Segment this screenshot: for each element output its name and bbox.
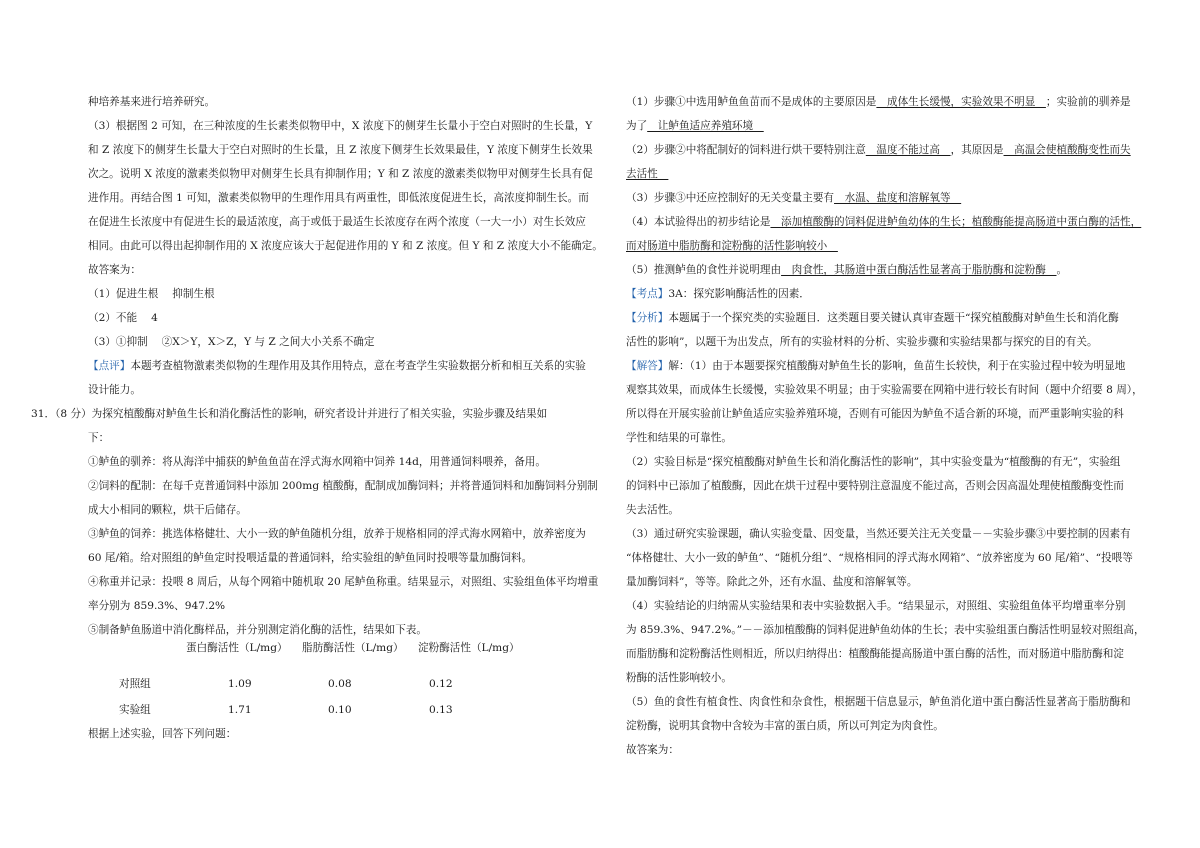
answer-line-5 [626, 263, 1067, 277]
step-2-cont: 成大小相同的颗粒，烘干后储存。 [88, 504, 247, 516]
table-header-amylase: 淀粉酶活性（L/mg） [418, 642, 520, 654]
table-cell: 0.12 [429, 678, 453, 690]
step-4-cont: 率分别为 859.3%、947.2% [88, 600, 226, 612]
answer-fill: 去活性 [626, 168, 669, 180]
comment-line-2: 设计能力。 [88, 384, 141, 396]
answer-line-2b [626, 167, 668, 181]
answer-line-2 [626, 143, 1131, 157]
table-cell: 0.13 [429, 704, 453, 716]
step-4: ④称重并记录：投喂 8 周后，从每个网箱中随机取 20 尾鲈鱼称重。结果显示，对照组、实验组鱼体平均增重 [88, 576, 599, 588]
answer-1: （1）促进生根 抑制生根 [88, 288, 215, 300]
jieda-line: 观察其效果，而成体生长缓慢，实验效果不明显；由于实验需要在网箱中进行较长有时间（题中介绍要 8 周）， [626, 384, 1143, 396]
analysis-line: 次之。说明 X 浓度的激素类似物甲对侧芽生长具有抑制作用；Y 和 Z 浓度的激素类似物甲对侧芽生长具有促 [88, 168, 593, 180]
solution-2: （2）实验目标是“探究植酸酶对鲈鱼生长和消化酶活性的影响”，其中实验变量为“植酸酶的有无”，实验组 [626, 456, 1121, 468]
step-1: ①鲈鱼的驯养：将从海洋中捕获的鲈鱼鱼苗在浮式海水网箱中饲养 14d，用普通饲料喂养，备用。 [88, 456, 546, 468]
solution-5: （5）鱼的食性有植食性、肉食性和杂食性，根据题干信息显示，鲈鱼消化道中蛋白酶活性显著高于脂肪酶和 [626, 696, 1131, 708]
solution-4: 而脂肪酶和淀粉酶活性则相近，所以归纳得出：植酸酶能提高肠道中蛋白酶的活性，而对肠道中脂肪酶和淀 [626, 648, 1124, 660]
analysis-line: 进作用。再结合图 1 可知，激素类似物甲的生理作用具有两重性，即低浓度促进生长，高浓度抑制生长。而 [88, 192, 589, 204]
answer-fill: 成体生长缓慢，实验效果不明显 [876, 96, 1046, 108]
jieda-line: 所以得在开展实验前让鲈鱼适应实验养殖环境，否则有可能因为鲈鱼不适合新的环境，而严重影响实验的科 [626, 408, 1124, 420]
table-cell: 1.09 [228, 678, 252, 690]
answer-text: 。 [1056, 264, 1068, 276]
answer-text: （3）步骤③中还应控制好的无关变量主要有 [626, 192, 835, 204]
answer-fill: 添加植酸酶的饲料促进鲈鱼幼体的生长；植酸酶能提高肠道中蛋白酶的活性， [770, 216, 1142, 228]
answer-text: ，其原因是 [950, 144, 1004, 156]
fenxi-text: 本题属于一个探究类的实验题目．这类题目要关键认真审查题干“探究植酸酶对鲈鱼生长和消化酶 [668, 312, 1119, 324]
table-cell: 0.08 [328, 678, 352, 690]
table-header-protease: 蛋白酶活性（L/mg） [186, 642, 288, 654]
step-5: ⑤制备鲈鱼肠道中消化酶样品，并分别测定消化酶的活性，结果如下表。 [88, 624, 427, 636]
kaodian-text: 3A：探究影响酶活性的因素． [668, 288, 810, 300]
answer-line-4 [626, 215, 1141, 229]
answer-line-3 [626, 191, 961, 205]
table-cell: 0.10 [328, 704, 352, 716]
table-row-label: 实验组 [119, 704, 151, 716]
answer-fill: 水温、盐度和溶解氧等 [834, 192, 962, 204]
solution-3: （3）通过研究实验课题，确认实验变量、因变量，当然还要关注无关变量－－实验步骤③中要控制的因素有 [626, 528, 1131, 540]
answer-fill: 而对肠道中脂肪酶和淀粉酶的活性影响较小 [626, 240, 838, 252]
answer-fill: 肉食性，其肠道中蛋白酶活性显著高于脂肪酶和淀粉酶 [781, 264, 1057, 276]
answer-line-4b [626, 239, 838, 253]
jieda-tag: 【解答】 [626, 360, 669, 372]
fenxi-tag: 【分析】 [626, 312, 669, 324]
analysis-line: 和 Z 浓度下的侧芽生长量大于空白对照时的生长量，且 Z 浓度下侧芽生长效果最佳，Y 浓度下侧芽生长效果 [88, 144, 593, 156]
comment-line [88, 359, 586, 373]
analysis-line: 在促进生长浓度中有促进生长的最适浓度，高于或低于最适生长浓度存在两个浓度（一大一小）对生长效应 [88, 216, 586, 228]
answer-text: （5）推测鲈鱼的食性并说明理由 [626, 264, 782, 276]
answer-line-1 [626, 95, 1131, 109]
table-cell: 1.71 [228, 704, 252, 716]
step-3: ③鲈鱼的饲养：挑选体格健壮、大小一致的鲈鱼随机分组，放养于规格相同的浮式海水网箱中，放养密度为 [88, 528, 586, 540]
step-3-cont: 60 尾/箱。给对照组的鲈鱼定时投喂适量的普通饲料，给实验组的鲈鱼同时投喂等量加酶饲料。 [88, 552, 533, 564]
step-2: ②饲料的配制：在每千克普通饲料中添加 200mg 植酸酶，配制成加酶饲料；并将普通饲料和加酶饲料分别制 [88, 480, 598, 492]
question-prompt: 根据上述实验，回答下列问题： [88, 728, 237, 740]
solution-3: 量加酶饲料”，等等。除此之外，还有水温、盐度和溶解氧等。 [626, 576, 918, 588]
answer-text: （2）步骤②中将配制好的饲料进行烘干要特别注意 [626, 144, 866, 156]
answer-text: 为了 [626, 120, 648, 132]
jieda-line: 学性和结果的可靠性。 [626, 432, 732, 444]
paragraph-intro: 种培养基来进行培养研究。 [88, 96, 216, 108]
answer-heading: 故答案为： [88, 264, 141, 276]
solution-2: 失去活性。 [626, 504, 679, 516]
analysis-line: （3）根据图 2 可知，在三种浓度的生长素类似物甲中，X 浓度下的侧芽生长量小于空白对照时的生长量，Y [88, 120, 593, 132]
comment-tag: 【点评】 [88, 360, 131, 372]
answer-text: ；实验前的驯养是 [1045, 96, 1131, 108]
comment-text: 本题考查植物激素类似物的生理作用及其作用特点，意在考查学生实验数据分析和相互关系的实验 [130, 360, 586, 372]
solution-5: 淀粉酶，说明其食物中含较为丰富的蛋白质，所以可判定为肉食性。 [626, 720, 944, 732]
question-31-title-cont: 下： [88, 432, 110, 444]
jieda-line [626, 359, 1125, 373]
analysis-line: 相同。由此可以得出起抑制作用的 X 浓度应该大于起促进作用的 Y 和 Z 浓度。但 Y 和 Z 浓度大小不能确定。 [88, 240, 603, 252]
solution-4: （4）实验结论的归纳需从实验结果和表中实验数据入手。“结果显示，对照组、实验组鱼体平均增重率分别 [626, 600, 1126, 612]
answer-2: （2）不能 4 [88, 312, 158, 324]
answer-fill: 高温会使植酸酶变性而失 [1003, 144, 1131, 156]
answer-line-1b [626, 119, 764, 133]
kaodian-tag: 【考点】 [626, 288, 669, 300]
kaodian-line [626, 287, 810, 301]
question-31-title: 31．（8 分）为探究植酸酶对鲈鱼生长和消化酶活性的影响，研究者设计并进行了相关实验，实验步骤及结果如 [31, 408, 548, 420]
table-row-label: 对照组 [119, 678, 151, 690]
answer-3: （3）①抑制 ②X＞Y，X＞Z，Y 与 Z 之间大小关系不确定 [88, 336, 375, 348]
fenxi-line-2: 活性的影响”，以题干为出发点，所有的实验材料的分析、实验步骤和实验结果都与探究的目的有关。 [626, 336, 1098, 348]
solution-2: 的饲料中已添加了植酸酶，因此在烘干过程中要特别注意温度不能过高，否则会因高温处理使植酸酶变性而 [626, 480, 1124, 492]
answer-text: （1）步骤①中选用鲈鱼鱼苗而不是成体的主要原因是 [626, 96, 877, 108]
answer-heading-right: 故答案为： [626, 744, 679, 756]
answer-text: （4）本试验得出的初步结论是 [626, 216, 771, 228]
fenxi-line [626, 311, 1119, 325]
jieda-text: 解：（1）由于本题要探究植酸酶对鲈鱼生长的影响，鱼苗生长较快，利于在实验过程中较为明显地 [668, 360, 1126, 372]
solution-3: “体格健壮、大小一致的鲈鱼”、“随机分组”、“规格相同的浮式海水网箱”、“放养密度为 60 尾/箱”、“投喂等 [626, 552, 1133, 564]
solution-4: 粉酶的活性影响较小。 [626, 672, 732, 684]
solution-4: 为 859.3%、947.2%。”－－添加植酸酶的饲料促进鲈鱼幼体的生长；表中实验组蛋白酶活性明显较对照组高， [626, 624, 1145, 636]
answer-fill: 温度不能过高 [865, 144, 951, 156]
table-header-lipase: 脂肪酶活性（L/mg） [302, 642, 404, 654]
answer-fill: 让鲈鱼适应养殖环境 [647, 120, 764, 132]
